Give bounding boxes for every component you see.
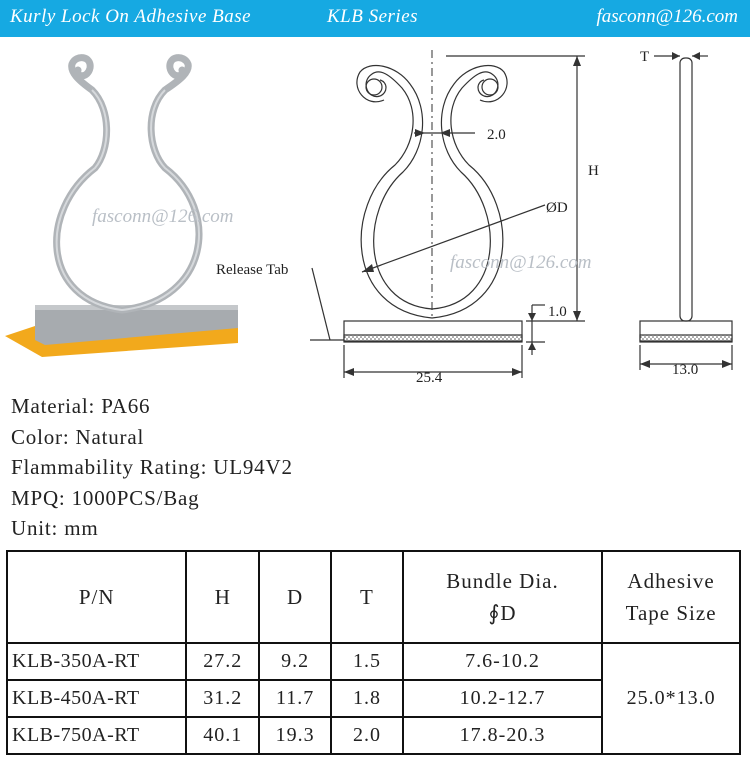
- cell-h: 31.2: [186, 680, 259, 717]
- watermark-right: fasconn@126.com: [450, 252, 592, 273]
- cell-pn: KLB-750A-RT: [7, 717, 186, 754]
- watermark-left: fasconn@126.com: [92, 206, 234, 227]
- clip-wire-left: [57, 58, 122, 310]
- front-view-drawing: [310, 50, 585, 378]
- contact-email: fasconn@126.com: [596, 6, 738, 27]
- part-table: [6, 550, 741, 755]
- cell-t: 2.0: [331, 717, 403, 754]
- cell-d: 11.7: [259, 680, 331, 717]
- dim-t: T: [640, 49, 650, 65]
- cell-d: 19.3: [259, 717, 331, 754]
- dim-diameter: ØD: [546, 200, 568, 216]
- header-t: T: [331, 551, 403, 643]
- dim-base-thickness: 1.0: [548, 304, 567, 320]
- cell-h: 40.1: [186, 717, 259, 754]
- header-pn: P/N: [7, 551, 186, 643]
- cell-adhesive-size: 25.0*13.0: [602, 643, 740, 754]
- header-d: D: [259, 551, 331, 643]
- dim-side-width: 13.0: [672, 362, 699, 378]
- table-header-row: [7, 551, 740, 643]
- cell-pn: KLB-350A-RT: [7, 643, 186, 680]
- cell-h: 27.2: [186, 643, 259, 680]
- cell-bundle: 7.6-10.2: [403, 643, 602, 680]
- spec-material: Material: PA66: [11, 394, 151, 418]
- dim-base-width: 25.4: [416, 370, 443, 386]
- product-figure: [0, 37, 750, 387]
- cell-bundle: 10.2-12.7: [403, 680, 602, 717]
- series-name: KLB Series: [327, 6, 419, 27]
- product-title: Kurly Lock On Adhesive Base: [10, 6, 252, 27]
- header-adhesive-line1: Adhesive: [627, 569, 715, 593]
- cell-t: 1.5: [331, 643, 403, 680]
- header-bundle-line1: Bundle Dia.: [446, 569, 559, 593]
- cell-bundle: 17.8-20.3: [403, 717, 602, 754]
- header-adhesive-line2: Tape Size: [625, 601, 717, 625]
- spec-mpq: MPQ: 1000PCS/Bag: [11, 485, 200, 510]
- dim-wire: 2.0: [487, 127, 506, 143]
- product-drawing: [0, 37, 750, 387]
- side-view-drawing: [640, 52, 732, 370]
- table-row: [7, 643, 740, 680]
- cell-pn: KLB-450A-RT: [7, 680, 186, 717]
- header-bundle: [403, 551, 602, 643]
- spec-list: [11, 391, 293, 544]
- dim-height: H: [588, 163, 599, 179]
- spec-unit: Unit: mm: [11, 516, 99, 541]
- cell-d: 9.2: [259, 643, 331, 680]
- header-bundle-line2: ∮D: [488, 601, 517, 625]
- header-adhesive: [602, 551, 740, 643]
- title-banner: [0, 0, 750, 37]
- release-tab-label: Release Tab: [216, 262, 289, 278]
- spec-color: Color: Natural: [11, 424, 145, 449]
- spec-flammability: Flammability Rating: UL94V2: [11, 455, 293, 480]
- header-h: H: [186, 551, 259, 643]
- cell-t: 1.8: [331, 680, 403, 717]
